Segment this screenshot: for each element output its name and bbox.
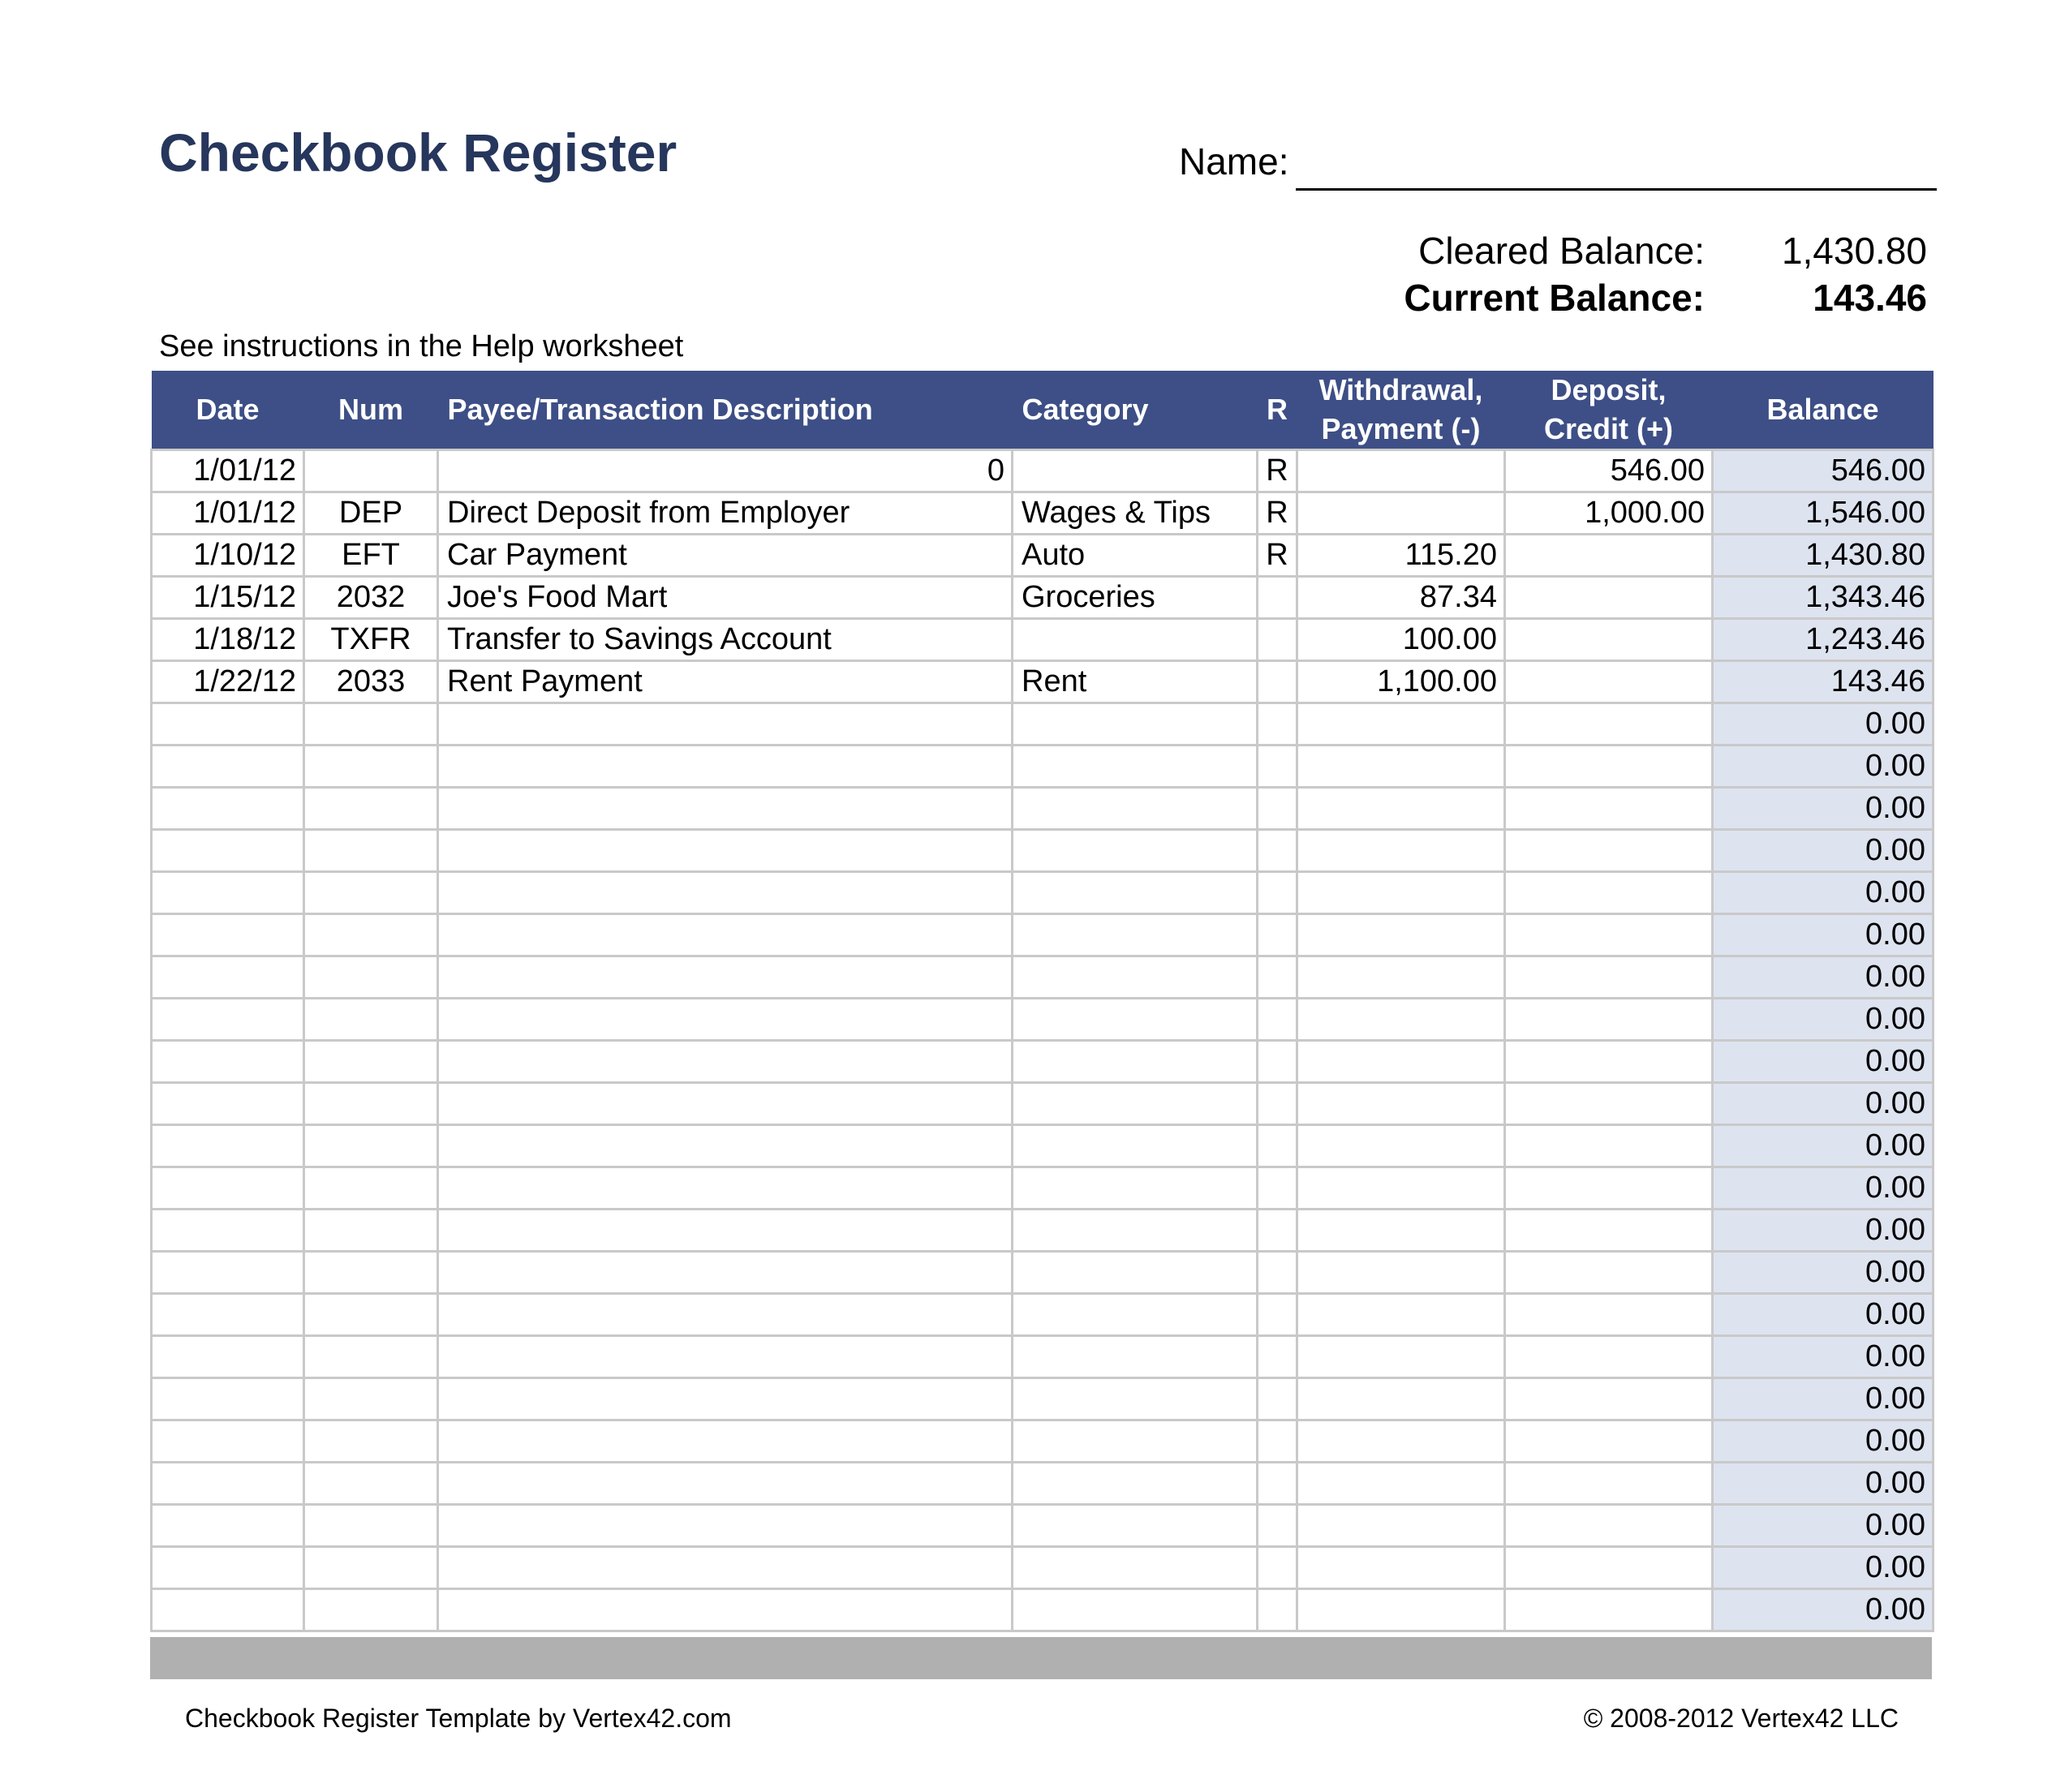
table-row: [152, 1167, 1934, 1210]
cell-deposit[interactable]: [1505, 1167, 1713, 1210]
cell-category[interactable]: [1013, 1167, 1258, 1210]
cell-num[interactable]: [304, 1083, 438, 1125]
cell-deposit[interactable]: [1505, 1210, 1713, 1252]
cell-num[interactable]: [304, 1252, 438, 1294]
cell-withdrawal[interactable]: [1297, 830, 1505, 872]
cell-deposit[interactable]: [1505, 999, 1713, 1041]
cell-deposit[interactable]: [1505, 1505, 1713, 1547]
cell-withdrawal[interactable]: [1297, 914, 1505, 956]
table-row: [152, 1378, 1934, 1420]
cell-num[interactable]: TXFR: [304, 619, 438, 661]
table-row: [152, 1505, 1934, 1547]
cell-r[interactable]: R: [1258, 535, 1297, 577]
cell-num[interactable]: [304, 1420, 438, 1463]
col-header-balance: Balance: [1766, 393, 1879, 426]
cell-payee[interactable]: [438, 1547, 1013, 1589]
cell-r[interactable]: [1258, 830, 1297, 872]
cell-withdrawal[interactable]: 115.20: [1297, 535, 1505, 577]
cell-category[interactable]: [1013, 619, 1258, 661]
cell-num[interactable]: [304, 830, 438, 872]
cell-balance: 0.00: [1713, 1336, 1934, 1378]
cell-r[interactable]: [1258, 746, 1297, 788]
table-row: [152, 619, 1934, 661]
cell-num[interactable]: [304, 1336, 438, 1378]
cleared-balance-label: Cleared Balance:: [1418, 230, 1705, 272]
cell-category[interactable]: [1013, 1420, 1258, 1463]
cell-num[interactable]: [304, 1547, 438, 1589]
footer-bar: [150, 1637, 1932, 1679]
table-row: [152, 1252, 1934, 1294]
cell-withdrawal[interactable]: [1297, 746, 1505, 788]
cell-category[interactable]: [1013, 1336, 1258, 1378]
cell-withdrawal[interactable]: [1297, 999, 1505, 1041]
cell-r[interactable]: [1258, 1378, 1297, 1420]
cell-num[interactable]: [304, 999, 438, 1041]
cell-withdrawal[interactable]: [1297, 1547, 1505, 1589]
cell-balance: 1,430.80: [1713, 535, 1934, 577]
cell-num[interactable]: [304, 1463, 438, 1505]
cell-withdrawal[interactable]: [1297, 1252, 1505, 1294]
cell-payee[interactable]: [438, 830, 1013, 872]
cell-num[interactable]: [304, 1041, 438, 1083]
col-header-num: Num: [338, 393, 403, 426]
cell-date[interactable]: [152, 1294, 304, 1336]
cell-deposit[interactable]: [1505, 1589, 1713, 1631]
cell-date[interactable]: 1/01/12: [152, 492, 304, 535]
cell-payee[interactable]: [438, 1505, 1013, 1547]
cell-deposit[interactable]: [1505, 1420, 1713, 1463]
cell-deposit[interactable]: [1505, 914, 1713, 956]
table-row: [152, 999, 1934, 1041]
cell-r[interactable]: [1258, 788, 1297, 830]
cell-date[interactable]: [152, 830, 304, 872]
cell-num[interactable]: 2032: [304, 577, 438, 619]
cell-category[interactable]: [1013, 872, 1258, 914]
cell-payee[interactable]: [438, 1083, 1013, 1125]
current-balance-value: 143.46: [1813, 277, 1927, 319]
cell-r[interactable]: [1258, 1463, 1297, 1505]
cell-balance: 0.00: [1713, 746, 1934, 788]
cell-date[interactable]: [152, 1589, 304, 1631]
cell-payee[interactable]: [438, 1294, 1013, 1336]
col-header-withdrawal-line2: Payment (-): [1321, 412, 1481, 445]
cell-num[interactable]: [304, 1505, 438, 1547]
table-row: [152, 1547, 1934, 1589]
cell-payee[interactable]: [438, 999, 1013, 1041]
cell-deposit[interactable]: [1505, 661, 1713, 703]
cell-date[interactable]: [152, 956, 304, 999]
cell-balance: 0.00: [1713, 872, 1934, 914]
cell-category[interactable]: [1013, 746, 1258, 788]
table-row: [152, 1589, 1934, 1631]
cell-date[interactable]: 1/22/12: [152, 661, 304, 703]
cell-withdrawal[interactable]: 87.34: [1297, 577, 1505, 619]
cell-category[interactable]: [1013, 1589, 1258, 1631]
cell-category[interactable]: [1013, 1252, 1258, 1294]
cell-category[interactable]: [1013, 1463, 1258, 1505]
cell-r[interactable]: [1258, 1083, 1297, 1125]
cleared-balance-value: 1,430.80: [1781, 230, 1927, 272]
cell-deposit[interactable]: [1505, 1294, 1713, 1336]
cell-balance: 0.00: [1713, 999, 1934, 1041]
cell-r[interactable]: R: [1258, 492, 1297, 535]
cell-deposit[interactable]: [1505, 1083, 1713, 1125]
table-row: [152, 1463, 1934, 1505]
table-row: [152, 661, 1934, 703]
cell-balance: 1,546.00: [1713, 492, 1934, 535]
table-row: [152, 1294, 1934, 1336]
cell-deposit[interactable]: [1505, 1252, 1713, 1294]
cell-withdrawal[interactable]: [1297, 956, 1505, 999]
cell-balance: 0.00: [1713, 1041, 1934, 1083]
table-row: [152, 914, 1934, 956]
current-balance-label: Current Balance:: [1404, 277, 1705, 319]
cell-date[interactable]: [152, 1125, 304, 1167]
cell-withdrawal[interactable]: [1297, 1125, 1505, 1167]
col-header-deposit-line2: Credit (+): [1543, 412, 1673, 445]
cell-deposit[interactable]: [1505, 830, 1713, 872]
cell-deposit[interactable]: [1505, 1463, 1713, 1505]
cell-num[interactable]: [304, 450, 438, 492]
cell-num[interactable]: [304, 1294, 438, 1336]
cell-r[interactable]: [1258, 1041, 1297, 1083]
cell-balance: 0.00: [1713, 1589, 1934, 1631]
register-table: [150, 371, 1932, 1632]
cell-balance: 546.00: [1713, 450, 1934, 492]
cell-balance: 0.00: [1713, 830, 1934, 872]
table-row: [152, 1125, 1934, 1167]
name-input-line[interactable]: [1296, 188, 1937, 191]
cell-deposit[interactable]: 546.00: [1505, 450, 1713, 492]
cell-payee[interactable]: [438, 1463, 1013, 1505]
cell-deposit[interactable]: [1505, 703, 1713, 746]
cell-payee[interactable]: [438, 872, 1013, 914]
cell-date[interactable]: [152, 1167, 304, 1210]
cell-date[interactable]: [152, 1547, 304, 1589]
cell-num[interactable]: [304, 746, 438, 788]
cell-balance: 0.00: [1713, 1210, 1934, 1252]
cell-category[interactable]: [1013, 788, 1258, 830]
cell-category[interactable]: Groceries: [1013, 577, 1258, 619]
cell-r[interactable]: [1258, 1125, 1297, 1167]
cell-balance: 0.00: [1713, 703, 1934, 746]
cell-category[interactable]: [1013, 956, 1258, 999]
cell-num[interactable]: [304, 1167, 438, 1210]
cell-date[interactable]: [152, 746, 304, 788]
cell-deposit[interactable]: [1505, 788, 1713, 830]
cell-payee[interactable]: [438, 1336, 1013, 1378]
cell-num[interactable]: [304, 788, 438, 830]
cell-category[interactable]: [1013, 1505, 1258, 1547]
cell-withdrawal[interactable]: [1297, 450, 1505, 492]
cell-date[interactable]: [152, 1336, 304, 1378]
col-header-deposit-line1: Deposit,: [1551, 373, 1667, 406]
cell-withdrawal[interactable]: 1,100.00: [1297, 661, 1505, 703]
cell-r[interactable]: [1258, 872, 1297, 914]
col-header-category: Category: [1022, 393, 1149, 426]
cell-category[interactable]: Auto: [1013, 535, 1258, 577]
cell-r[interactable]: [1258, 1252, 1297, 1294]
cell-balance: 0.00: [1713, 956, 1934, 999]
cell-category[interactable]: [1013, 914, 1258, 956]
cell-num[interactable]: [304, 1210, 438, 1252]
table-row: [152, 1420, 1934, 1463]
table-row: [152, 1083, 1934, 1125]
table-row: [152, 703, 1934, 746]
cell-withdrawal[interactable]: [1297, 1167, 1505, 1210]
cell-r[interactable]: [1258, 1505, 1297, 1547]
footer-credit: Checkbook Register Template by Vertex42.com: [185, 1704, 732, 1733]
cell-r[interactable]: [1258, 661, 1297, 703]
cell-date[interactable]: 1/15/12: [152, 577, 304, 619]
cell-withdrawal[interactable]: [1297, 1210, 1505, 1252]
table-row: [152, 830, 1934, 872]
cell-r[interactable]: [1258, 703, 1297, 746]
cell-balance: 0.00: [1713, 1252, 1934, 1294]
cell-deposit[interactable]: [1505, 746, 1713, 788]
cell-num[interactable]: [304, 1125, 438, 1167]
cell-category[interactable]: [1013, 1378, 1258, 1420]
table-row: [152, 1041, 1934, 1083]
cell-r[interactable]: [1258, 956, 1297, 999]
cell-num[interactable]: [304, 872, 438, 914]
cell-date[interactable]: [152, 1505, 304, 1547]
cell-category[interactable]: [1013, 1294, 1258, 1336]
cell-num[interactable]: [304, 956, 438, 999]
cell-balance: 0.00: [1713, 1294, 1934, 1336]
table-row: [152, 450, 1934, 492]
cell-num[interactable]: [304, 914, 438, 956]
cell-balance: 0.00: [1713, 788, 1934, 830]
cell-r[interactable]: [1258, 1547, 1297, 1589]
table-row: [152, 535, 1934, 577]
cell-balance: 0.00: [1713, 1463, 1934, 1505]
cell-payee[interactable]: [438, 788, 1013, 830]
cell-withdrawal[interactable]: [1297, 1505, 1505, 1547]
cell-balance: 0.00: [1713, 1505, 1934, 1547]
cell-r[interactable]: [1258, 914, 1297, 956]
cell-date[interactable]: [152, 1083, 304, 1125]
cell-category[interactable]: Rent: [1013, 661, 1258, 703]
cell-date[interactable]: 1/01/12: [152, 450, 304, 492]
header-row: [152, 371, 1934, 450]
cell-date[interactable]: [152, 788, 304, 830]
cell-payee[interactable]: [438, 1420, 1013, 1463]
table-row: [152, 746, 1934, 788]
cell-r[interactable]: [1258, 1294, 1297, 1336]
cell-withdrawal[interactable]: [1297, 1378, 1505, 1420]
cell-category[interactable]: [1013, 999, 1258, 1041]
cell-balance: 1,343.46: [1713, 577, 1934, 619]
cell-category[interactable]: [1013, 830, 1258, 872]
table-row: [152, 1336, 1934, 1378]
cell-deposit[interactable]: [1505, 1125, 1713, 1167]
cell-balance: 0.00: [1713, 1083, 1934, 1125]
cell-payee[interactable]: [438, 914, 1013, 956]
cell-date[interactable]: 1/10/12: [152, 535, 304, 577]
cell-withdrawal[interactable]: [1297, 1420, 1505, 1463]
col-header-payee: Payee/Transaction Description: [447, 393, 873, 426]
cell-balance: 143.46: [1713, 661, 1934, 703]
cell-payee[interactable]: [438, 746, 1013, 788]
instructions-note: See instructions in the Help worksheet: [159, 329, 684, 363]
name-label: Name:: [1179, 140, 1289, 183]
col-header-r: R: [1267, 393, 1288, 426]
cell-category[interactable]: [1013, 1083, 1258, 1125]
cell-category[interactable]: [1013, 1210, 1258, 1252]
cell-r[interactable]: R: [1258, 450, 1297, 492]
cell-date[interactable]: [152, 1041, 304, 1083]
cell-balance: 1,243.46: [1713, 619, 1934, 661]
cell-deposit[interactable]: [1505, 1041, 1713, 1083]
cell-category[interactable]: [1013, 1547, 1258, 1589]
cell-num[interactable]: [304, 1378, 438, 1420]
cell-deposit[interactable]: [1505, 535, 1713, 577]
table-row: [152, 577, 1934, 619]
cell-date[interactable]: [152, 1378, 304, 1420]
cell-payee[interactable]: Joe's Food Mart: [438, 577, 1013, 619]
cell-r[interactable]: [1258, 1336, 1297, 1378]
cell-balance: 0.00: [1713, 1378, 1934, 1420]
cell-withdrawal[interactable]: [1297, 1083, 1505, 1125]
cell-category[interactable]: [1013, 1125, 1258, 1167]
cell-payee[interactable]: Direct Deposit from Employer: [438, 492, 1013, 535]
cell-num[interactable]: [304, 703, 438, 746]
page-title: Checkbook Register: [159, 122, 677, 183]
cell-payee[interactable]: [438, 1378, 1013, 1420]
col-header-deposit: [1505, 371, 1713, 450]
footer-copyright: © 2008-2012 Vertex42 LLC: [1583, 1704, 1899, 1733]
cell-date[interactable]: [152, 1252, 304, 1294]
cell-deposit[interactable]: 1,000.00: [1505, 492, 1713, 535]
cell-payee[interactable]: Rent Payment: [438, 661, 1013, 703]
cell-date[interactable]: [152, 1210, 304, 1252]
table-row: [152, 492, 1934, 535]
cell-category[interactable]: Wages & Tips: [1013, 492, 1258, 535]
cell-r[interactable]: [1258, 1420, 1297, 1463]
cell-withdrawal[interactable]: [1297, 1463, 1505, 1505]
cell-date[interactable]: [152, 872, 304, 914]
cell-deposit[interactable]: [1505, 1378, 1713, 1420]
col-header-withdrawal: [1297, 371, 1505, 450]
cell-withdrawal[interactable]: 100.00: [1297, 619, 1505, 661]
cell-r[interactable]: [1258, 1210, 1297, 1252]
cell-r[interactable]: [1258, 999, 1297, 1041]
cell-category[interactable]: [1013, 1041, 1258, 1083]
cell-category[interactable]: [1013, 703, 1258, 746]
cell-payee[interactable]: Transfer to Savings Account: [438, 619, 1013, 661]
cell-payee[interactable]: [438, 1167, 1013, 1210]
cell-r[interactable]: [1258, 577, 1297, 619]
col-header-date: Date: [196, 393, 260, 426]
col-header-withdrawal-line1: Withdrawal,: [1318, 373, 1483, 406]
cell-balance: 0.00: [1713, 1420, 1934, 1463]
cell-num[interactable]: EFT: [304, 535, 438, 577]
cell-deposit[interactable]: [1505, 577, 1713, 619]
cell-r[interactable]: [1258, 1589, 1297, 1631]
cell-payee[interactable]: [438, 1210, 1013, 1252]
cell-num[interactable]: 2033: [304, 661, 438, 703]
cell-deposit[interactable]: [1505, 956, 1713, 999]
cell-payee[interactable]: [438, 1589, 1013, 1631]
cell-payee[interactable]: 0: [438, 450, 1013, 492]
table-row: [152, 788, 1934, 830]
cell-payee[interactable]: [438, 1252, 1013, 1294]
cell-r[interactable]: [1258, 619, 1297, 661]
cell-withdrawal[interactable]: [1297, 788, 1505, 830]
table-row: [152, 956, 1934, 999]
cell-withdrawal[interactable]: [1297, 1294, 1505, 1336]
cell-deposit[interactable]: [1505, 619, 1713, 661]
cell-num[interactable]: [304, 1589, 438, 1631]
cell-category[interactable]: [1013, 450, 1258, 492]
cell-date[interactable]: [152, 1463, 304, 1505]
cell-r[interactable]: [1258, 1167, 1297, 1210]
cell-date[interactable]: [152, 999, 304, 1041]
cell-num[interactable]: DEP: [304, 492, 438, 535]
cell-withdrawal[interactable]: [1297, 1041, 1505, 1083]
register-body: [152, 450, 1934, 1631]
cell-withdrawal[interactable]: [1297, 1336, 1505, 1378]
cell-withdrawal[interactable]: [1297, 872, 1505, 914]
table-row: [152, 872, 1934, 914]
table-row: [152, 1210, 1934, 1252]
cell-withdrawal[interactable]: [1297, 1589, 1505, 1631]
cell-balance: 0.00: [1713, 1125, 1934, 1167]
cell-payee[interactable]: [438, 1041, 1013, 1083]
cell-date[interactable]: 1/18/12: [152, 619, 304, 661]
cell-payee[interactable]: [438, 956, 1013, 999]
cell-deposit[interactable]: [1505, 872, 1713, 914]
cell-balance: 0.00: [1713, 1547, 1934, 1589]
cell-date[interactable]: [152, 1420, 304, 1463]
cell-balance: 0.00: [1713, 914, 1934, 956]
cell-payee[interactable]: [438, 703, 1013, 746]
cell-payee[interactable]: [438, 1125, 1013, 1167]
cell-deposit[interactable]: [1505, 1547, 1713, 1589]
cell-balance: 0.00: [1713, 1167, 1934, 1210]
cell-withdrawal[interactable]: [1297, 492, 1505, 535]
cell-date[interactable]: [152, 703, 304, 746]
cell-payee[interactable]: Car Payment: [438, 535, 1013, 577]
cell-date[interactable]: [152, 914, 304, 956]
cell-withdrawal[interactable]: [1297, 703, 1505, 746]
cell-deposit[interactable]: [1505, 1336, 1713, 1378]
